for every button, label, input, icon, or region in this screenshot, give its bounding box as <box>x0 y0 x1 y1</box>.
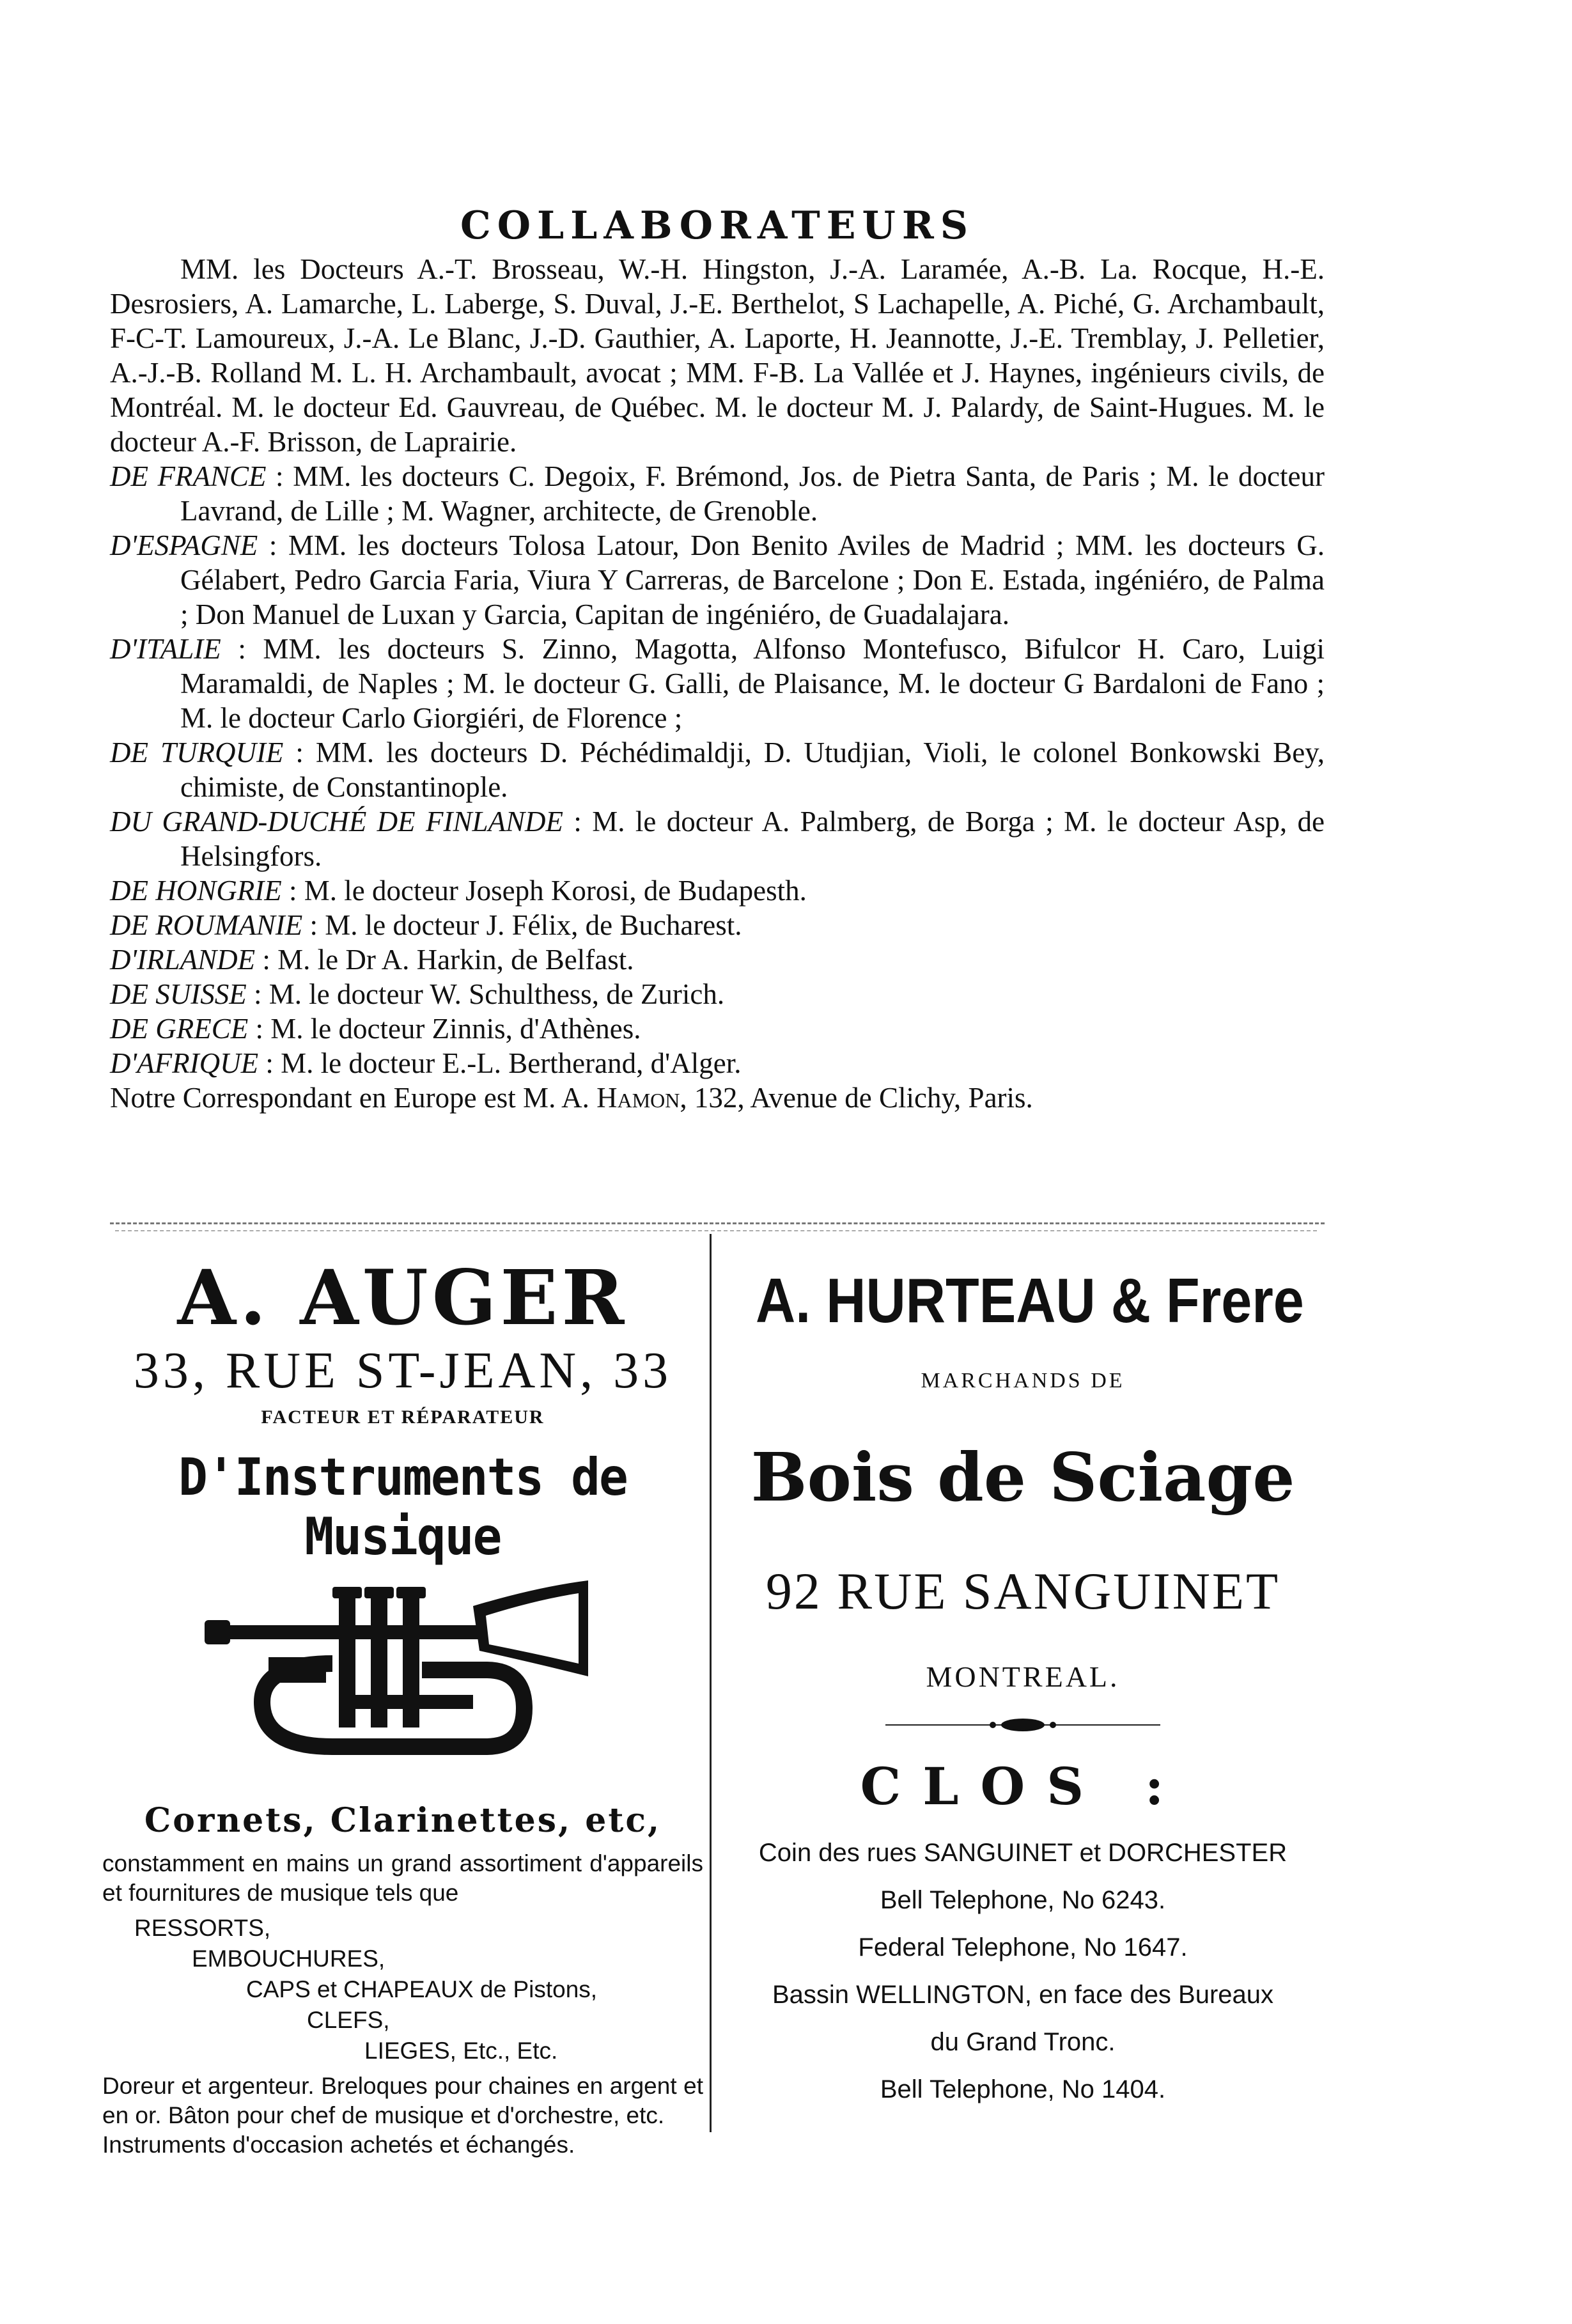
country-label: D'AFRIQUE <box>110 1047 259 1079</box>
ad-auger-footer: Doreur et argenteur. Breloques pour chaines en argent et en or. Bâton pour chef de musique et d'orchestre, etc. <box>102 2073 703 2128</box>
ad-column-separator <box>710 1234 712 2132</box>
correspondent-prefix: Notre Correspondant en Europe est M. A. <box>110 1082 589 1114</box>
ad-auger-headline: D'Instruments de Musique <box>178 1447 627 1566</box>
entry-text: M. le docteur Joseph Korosi, de Budapesth. <box>304 875 807 907</box>
country-label: DE SUISSE <box>110 978 247 1010</box>
list-item: RESSORTS, <box>134 1915 271 1941</box>
ad-hurteau-city: MONTREAL. <box>926 1660 1120 1693</box>
ornament-divider <box>885 1715 1160 1735</box>
ad-hurteau-line: Federal Telephone, No 1647. <box>858 1933 1188 1961</box>
entry-text: MM. les docteurs D. Péchédimaldji, D. Utudjian, Violi, le colonel Bonkowski Bey, chimiste, de Constantinople. <box>180 737 1325 803</box>
entry-text: MM. les docteurs Tolosa Latour, Don Benito Aviles de Madrid ; MM. les docteurs G. Gélabert, Pedro Garcia Faria, Viura Y Carreras, de Barcelone ; Don E. Estada, ingéniéro, de Palma ; Don Manuel de Luxan y Garcia, Capitan de ingéniéro, de Guadalajara. <box>180 529 1325 630</box>
ad-hurteau-line: Bassin WELLINGTON, en face des Bureaux <box>772 1981 1274 2009</box>
ad-auger-products: Cornets, Clarinettes, etc, <box>144 1801 662 1840</box>
country-label: D'IRLANDE <box>110 944 256 976</box>
entry-france: DE FRANCE : MM. les docteurs C. Degoix, F. Brémond, Jos. de Pietra Santa, de Paris ; M. le docteur Lavrand, de Lille ; M. Wagner, architecte, de Grenoble. <box>110 460 1325 527</box>
ad-hurteau-line: Bell Telephone, No 1404. <box>880 2075 1166 2103</box>
section-divider <box>110 1222 1325 1224</box>
section-divider-secondary <box>115 1230 1317 1231</box>
entry-finlande: DU GRAND-DUCHÉ DE FINLANDE : M. le docteur A. Palmberg, de Borga ; M. le docteur Asp, de Helsingfors. <box>110 806 1325 872</box>
collaborators-title: COLLABORATEURS <box>460 203 975 248</box>
ad-auger-list <box>102 1913 703 2066</box>
entry-text: MM. les docteurs C. Degoix, F. Brémond, Jos. de Pietra Santa, de Paris ; M. le docteur Lavrand, de Lille ; M. Wagner, architecte, de Grenoble. <box>180 460 1325 527</box>
entry-text: M. le docteur Zinnis, d'Athènes. <box>270 1013 641 1045</box>
list-item: LIEGES, Etc., Etc. <box>364 2038 558 2064</box>
entry-afrique: D'AFRIQUE : M. le docteur E.-L. Bertherand, d'Alger. <box>110 1047 742 1079</box>
ad-auger-body: constamment en mains un grand assortiment d'appareils et fournitures de musique tels que <box>102 1850 703 1906</box>
trumpet-illustration <box>205 1580 601 1779</box>
ad-hurteau-line: Coin des rues SANGUINET et DORCHESTER <box>758 1839 1288 1867</box>
entry-text: M. le Dr A. Harkin, de Belfast. <box>277 944 634 976</box>
correspondent-line <box>110 1080 1325 1115</box>
ad-hurteau <box>719 1240 1327 2113</box>
country-label: DE ROUMANIE <box>110 909 303 941</box>
collaborators-section <box>110 203 1325 1115</box>
entry-hongrie: DE HONGRIE : M. le docteur Joseph Korosi, de Budapesth. <box>110 875 807 907</box>
ad-hurteau-headline: Bois de Sciage <box>751 1438 1295 1517</box>
ad-auger-address: 33, RUE ST-JEAN, 33 <box>133 1343 673 1399</box>
country-label: DE TURQUIE <box>110 737 284 768</box>
country-label: DE HONGRIE <box>110 875 282 907</box>
country-label: DU GRAND-DUCHÉ DE FINLANDE <box>110 806 564 838</box>
collaborators-intro: MM. les Docteurs A.-T. Brosseau, W.-H. Hingston, J.-A. Laramée, A.-B. La. Rocque, H.-E. Desrosiers, A. Lamarche, L. Laberge, S. Duval, J.-E. Berthelot, S Lachapelle, A. Piché, G. Archambault, F-C-T. Lamoureux, J.-A. Le Blanc, J.-D. Gauthier, A. Laporte, H. Jeannotte, J.-E. Tremblay, J. Pelletier, A.-J.-B. Rolland M. L. H. Archambault, avocat ; MM. F-B. La Vallée et J. Haynes, ingénieurs civils, de Montréal. M. le docteur Ed. Gauvreau, de Québec. M. le docteur M. J. Palardy, de Saint-Hugues. M. le docteur A.-F. Brisson, de Laprairie. <box>110 253 1325 458</box>
ad-hurteau-subtitle: MARCHANDS DE <box>921 1369 1125 1392</box>
list-item: CLEFS, <box>307 2007 390 2033</box>
ad-hurteau-line: Bell Telephone, No 6243. <box>880 1886 1166 1914</box>
entry-irlande: D'IRLANDE : M. le Dr A. Harkin, de Belfast. <box>110 944 634 976</box>
ad-hurteau-section-title: CLOS : <box>860 1756 1186 1816</box>
ad-auger <box>102 1240 703 2160</box>
ad-auger-name: A. AUGER <box>177 1253 628 1342</box>
entry-text: M. le docteur W. Schulthess, de Zurich. <box>268 978 725 1010</box>
entry-text: M. le docteur A. Palmberg, de Borga ; M. le docteur Asp, de Helsingfors. <box>180 806 1325 872</box>
entry-espagne: D'ESPAGNE : MM. les docteurs Tolosa Latour, Don Benito Aviles de Madrid ; MM. les docteurs G. Gélabert, Pedro Garcia Faria, Viura Y Carreras, de Barcelone ; Don E. Estada, ingéniéro, de Palma ; Don Manuel de Luxan y Garcia, Capitan de ingéniéro, de Guadalajara. <box>110 529 1325 630</box>
entry-roumanie: DE ROUMANIE : M. le docteur J. Félix, de Bucharest. <box>110 909 742 941</box>
ad-hurteau-address: 92 RUE SANGUINET <box>765 1562 1280 1620</box>
ad-hurteau-name: A. HURTEAU & Frere <box>756 1265 1304 1336</box>
entry-suisse: DE SUISSE : M. le docteur W. Schulthess, de Zurich. <box>110 978 725 1010</box>
country-label: DE FRANCE <box>110 460 267 492</box>
entry-text: M. le docteur J. Félix, de Bucharest. <box>325 909 742 941</box>
country-label: DE GRECE <box>110 1013 249 1045</box>
country-label: D'ESPAGNE <box>110 529 258 561</box>
country-label: D'ITALIE <box>110 633 221 665</box>
entry-grece: DE GRECE : M. le docteur Zinnis, d'Athènes. <box>110 1013 641 1045</box>
entry-italie: D'ITALIE : MM. les docteurs S. Zinno, Magotta, Alfonso Montefusco, Bifulcor H. Caro, Luigi Maramaldi, de Naples ; M. le docteur G. Galli, de Plaisance, M. le docteur G Bardaloni de Fano ; M. le docteur Carlo Giorgiéri, de Florence ; <box>110 633 1325 734</box>
correspondent-address: , 132, Avenue de Clichy, Paris. <box>680 1082 1033 1114</box>
entry-text: MM. les docteurs S. Zinno, Magotta, Alfonso Montefusco, Bifulcor H. Caro, Luigi Maramaldi, de Naples ; M. le docteur G. Galli, de Plaisance, M. le docteur G Bardaloni de Fano ; M. le docteur Carlo Giorgiéri, de Florence ; <box>180 633 1325 734</box>
list-item: CAPS et CHAPEAUX de Pistons, <box>246 1976 598 2002</box>
entry-text: M. le docteur E.-L. Bertherand, d'Alger. <box>281 1047 742 1079</box>
list-item: EMBOUCHURES, <box>192 1946 385 1972</box>
correspondent-name: Hamon <box>596 1082 680 1114</box>
ad-auger-footer-2: Instruments d'occasion achetés et échangés. <box>102 2132 575 2158</box>
ad-hurteau-line: du Grand Tronc. <box>930 2028 1116 2056</box>
entry-turquie: DE TURQUIE : MM. les docteurs D. Péchédimaldji, D. Utudjian, Violi, le colonel Bonkowski Bey, chimiste, de Constantinople. <box>110 737 1325 803</box>
ad-auger-subtitle: FACTEUR ET RÉPARATEUR <box>261 1407 545 1428</box>
